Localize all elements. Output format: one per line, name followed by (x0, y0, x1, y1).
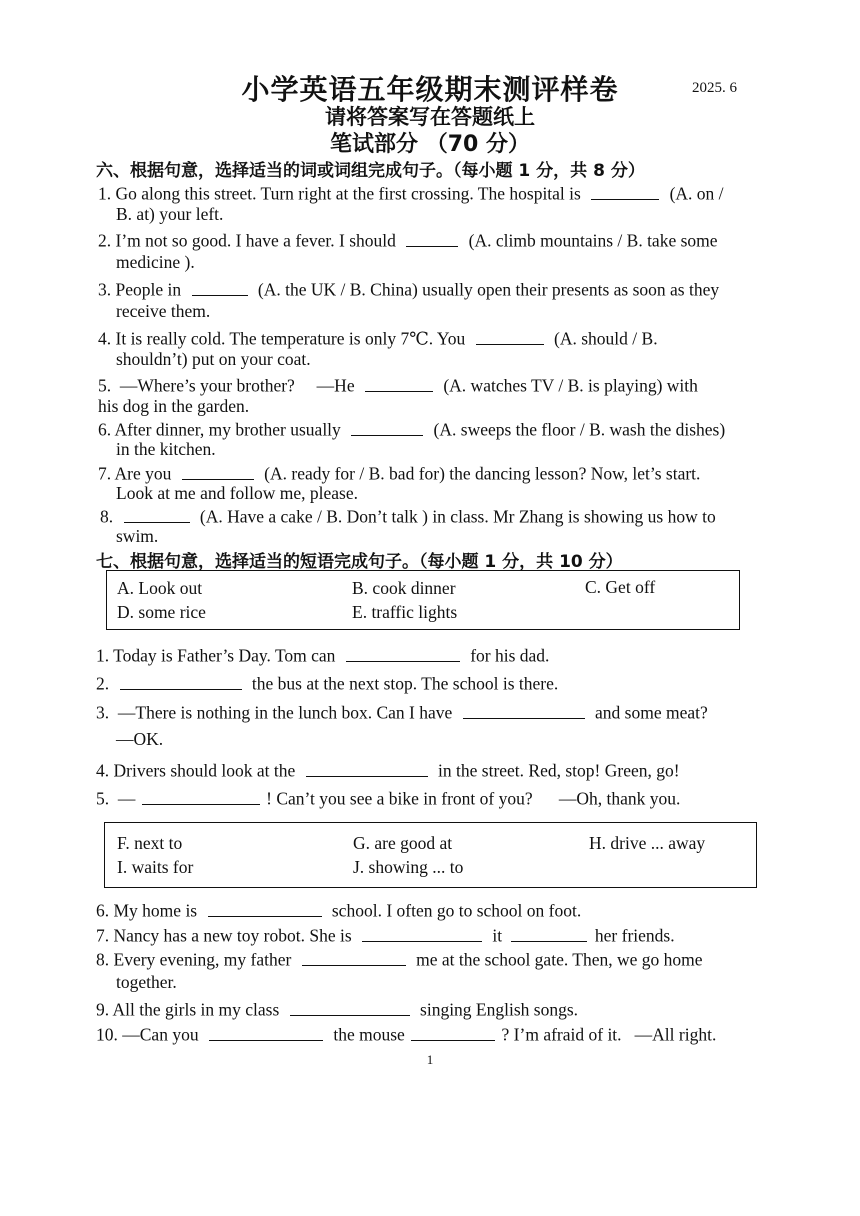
q6-5-line (98, 373, 698, 397)
option-box-2 (104, 822, 757, 888)
q7-2-text-end: the bus at the next stop. The school is there. (251, 673, 559, 694)
q6-6-cont: in the kitchen. (116, 439, 216, 459)
q6-8-cont: swim. (116, 526, 159, 546)
answer-blank[interactable] (411, 1022, 495, 1041)
answer-blank[interactable] (302, 947, 406, 966)
q6-2-cont: medicine ). (116, 252, 195, 272)
q7-6-text: 6. My home is (96, 900, 198, 921)
q7-10-text-end: ? I’m afraid of it. —All right. (501, 1024, 717, 1045)
q7-1-text: 1. Today is Father’s Day. Tom can (96, 645, 336, 666)
option-h: H. drive ... away (589, 833, 706, 853)
q6-8-text-end: (A. Have a cake / B. Don’t talk ) in class. Mr Zhang is showing us how to (199, 506, 716, 527)
q7-1-text-end: for his dad. (470, 645, 550, 666)
q7-6-line (96, 898, 581, 922)
q7-5-text: 5. — (96, 788, 136, 809)
q7-5-line (96, 786, 680, 810)
q6-6-line (98, 417, 725, 441)
q7-10-line (96, 1022, 716, 1046)
q6-7-text-end: (A. ready for / B. bad for) the dancing lesson? Now, let’s start. (264, 463, 701, 484)
answer-blank[interactable] (142, 786, 260, 805)
answer-blank[interactable] (208, 898, 322, 917)
q6-8-line (100, 504, 716, 528)
option-i: I. waits for (117, 857, 194, 877)
option-box-1 (106, 570, 740, 630)
q6-4-line (98, 326, 658, 350)
q7-1-line (96, 643, 549, 667)
q7-8-cont: together. (116, 972, 177, 992)
section7-heading: 七、根据句意，选择适当的短语完成句子。（每小题 1 分，共 10 分） (96, 552, 623, 572)
option-e: E. traffic lights (352, 602, 458, 622)
answer-blank[interactable] (365, 373, 433, 392)
option-j: J. showing ... to (353, 857, 464, 877)
q6-1-text-end: (A. on / (669, 183, 724, 204)
answer-blank[interactable] (290, 997, 410, 1016)
q7-6-text-end: school. I often go to school on foot. (331, 900, 582, 921)
option-b: B. cook dinner (352, 578, 456, 598)
answer-blank[interactable] (124, 504, 190, 523)
q6-4-text-end: (A. should / B. (554, 328, 658, 349)
q6-2-text: 2. I’m not so good. I have a fever. I should (98, 230, 396, 251)
q6-2-line (98, 228, 718, 252)
answer-blank[interactable] (511, 923, 587, 942)
answer-blank[interactable] (591, 181, 659, 200)
exam-date: 2025. 6 (692, 80, 737, 96)
q7-9-text: 9. All the girls in my class (96, 999, 280, 1020)
q6-7-line (98, 461, 700, 485)
q7-9-text-end: singing English songs. (420, 999, 579, 1020)
q7-7-line (96, 923, 675, 947)
q7-4-text-end: in the street. Red, stop! Green, go! (438, 760, 680, 781)
option-c: C. Get off (585, 577, 656, 597)
q6-1-text: 1. Go along this street. Turn right at the first crossing. The hospital is (98, 183, 581, 204)
q7-2-line (96, 671, 558, 695)
q7-10-text-mid: the mouse (333, 1024, 405, 1045)
q7-8-text-end: me at the school gate. Then, we go home (416, 949, 703, 970)
option-d: D. some rice (117, 602, 206, 622)
q6-4-cont: shouldn’t) put on your coat. (116, 349, 311, 369)
answer-blank[interactable] (120, 671, 242, 690)
q6-5-text-end: (A. watches TV / B. is playing) with (443, 375, 698, 396)
q7-7-text-mid: it (492, 925, 503, 946)
q7-10-text: 10. —Can you (96, 1024, 199, 1045)
q6-3-cont: receive them. (116, 301, 211, 321)
page-number: 1 (426, 1052, 434, 1067)
answer-blank[interactable] (346, 643, 460, 662)
q7-5-text-end: ! Can’t you see a bike in front of you? —Oh, thank you. (266, 788, 681, 809)
section6-heading: 六、根据句意，选择适当的词或词组完成句子。（每小题 1 分，共 8 分） (96, 161, 645, 181)
q7-8-text: 8. Every evening, my father (96, 949, 292, 970)
q6-6-text-end: (A. sweeps the floor / B. wash the dishes) (433, 419, 726, 440)
q6-7-text: 7. Are you (98, 463, 172, 484)
q7-3-cont: —OK. (116, 729, 164, 749)
q6-1-line (98, 181, 724, 205)
q6-7-cont: Look at me and follow me, please. (116, 483, 359, 503)
answer-blank[interactable] (362, 923, 482, 942)
q7-3-line (96, 700, 708, 724)
option-g: G. are good at (353, 833, 453, 853)
q7-3-text-end: and some meat? (595, 702, 708, 723)
q7-2-text: 2. (96, 673, 110, 694)
part-heading: 笔试部分 （70 分） (330, 132, 530, 157)
answer-blank[interactable] (306, 758, 428, 777)
answer-blank[interactable] (192, 277, 248, 296)
q7-9-line (96, 997, 578, 1021)
q7-4-text: 4. Drivers should look at the (96, 760, 296, 781)
answer-blank[interactable] (476, 326, 544, 345)
option-f: F. next to (117, 833, 183, 853)
q7-7-text-end: her friends. (594, 925, 675, 946)
q6-5-cont: his dog in the garden. (98, 396, 250, 416)
q6-5-text: 5. —Where’s your brother? —He (98, 375, 355, 396)
q7-8-line (96, 947, 703, 971)
q6-3-text: 3. People in (98, 279, 182, 300)
answer-blank[interactable] (351, 417, 423, 436)
q6-3-line (98, 277, 719, 301)
q6-8-text: 8. (100, 506, 114, 527)
q7-4-line (96, 758, 680, 782)
q7-3-text: 3. —There is nothing in the lunch box. Can I have (96, 702, 453, 723)
answer-blank[interactable] (209, 1022, 323, 1041)
q6-2-text-end: (A. climb mountains / B. take some (468, 230, 718, 251)
answer-blank[interactable] (463, 700, 585, 719)
q6-1-cont: B. at) your left. (116, 204, 224, 224)
answer-instruction: 请将答案写在答题纸上 (325, 105, 535, 129)
q6-4-text: 4. It is really cold. The temperature is only 7℃. You (98, 328, 466, 349)
q7-7-text: 7. Nancy has a new toy robot. She is (96, 925, 352, 946)
page-title: 小学英语五年级期末测评样卷 (241, 73, 619, 106)
option-a: A. Look out (117, 578, 203, 598)
q6-6-text: 6. After dinner, my brother usually (98, 419, 341, 440)
answer-blank[interactable] (406, 228, 458, 247)
q6-3-text-end: (A. the UK / B. China) usually open their presents as soon as they (257, 279, 720, 300)
answer-blank[interactable] (182, 461, 254, 480)
